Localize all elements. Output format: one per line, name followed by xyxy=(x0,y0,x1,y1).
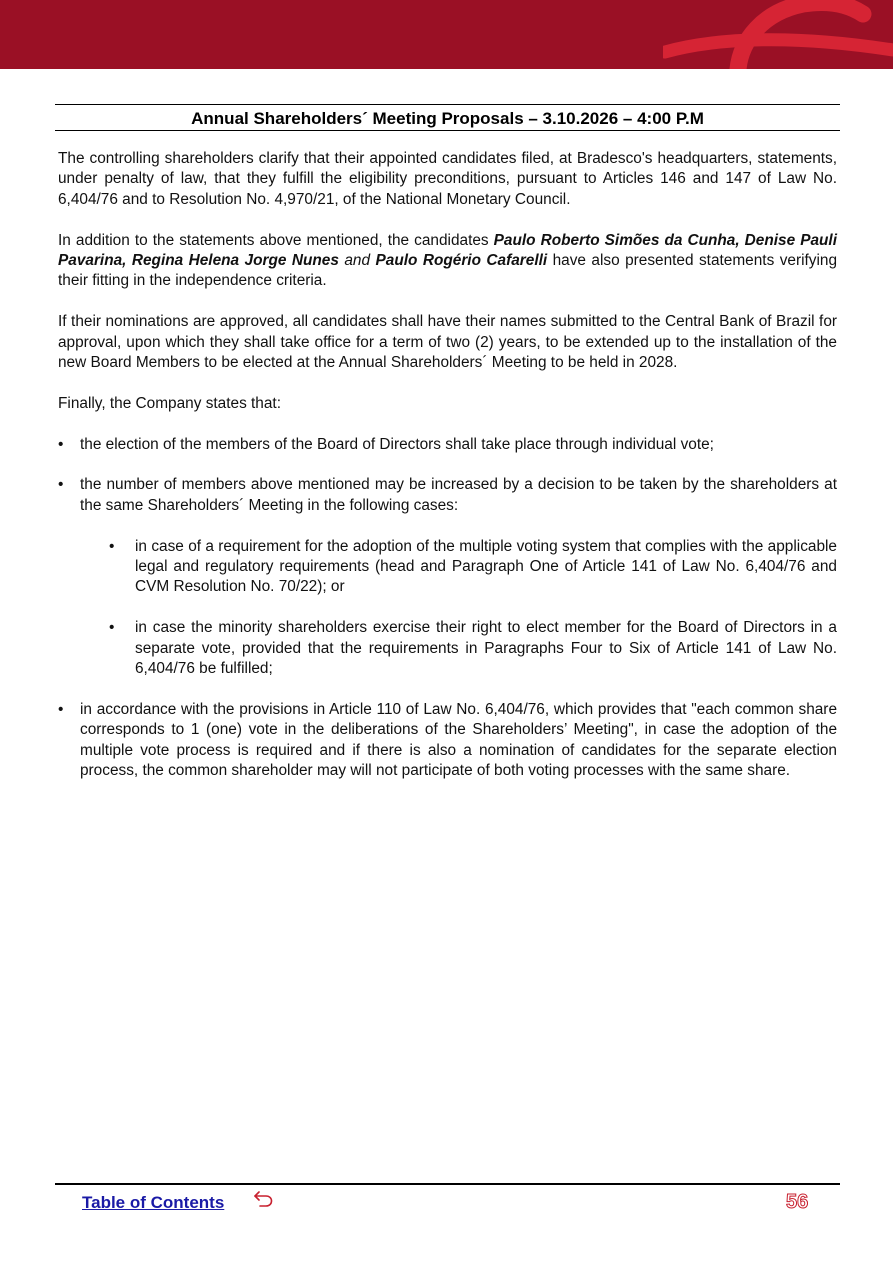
sub-list-item xyxy=(109,537,837,598)
return-arrow-icon[interactable] xyxy=(252,1189,274,1209)
document-body xyxy=(58,149,837,802)
paragraph-outro: have also presented statements verifying their fitting in the independence criteria. xyxy=(58,252,838,290)
bullet-icon: • xyxy=(109,537,115,555)
list-item xyxy=(58,700,837,782)
sub-list xyxy=(80,537,837,680)
paragraph-independence xyxy=(58,231,837,292)
candidate-names-1: Paulo Roberto Simões da Cunha, Denise Pauli Pavarina, Regina Helena Jorge Nunes xyxy=(58,231,837,270)
list-item xyxy=(58,475,837,679)
bullet-icon: • xyxy=(58,700,64,718)
list-item xyxy=(58,435,837,455)
paragraph-intro: In addition to the statements above mentioned, the candidates xyxy=(58,231,494,249)
candidate-names-2: Paulo Rogério Cafarelli xyxy=(375,252,548,270)
sub-list-item-text: in case of a requirement for the adoption of the multiple voting system that complies with the applicable legal and regulatory requirements (head and Paragraph One of Article 141 of Law No. 6,404/76 and CVM Resolution No. 70/22); or xyxy=(135,537,837,596)
conjunction-and: and xyxy=(338,252,376,270)
page-number: 56 xyxy=(786,1191,809,1213)
table-of-contents-link[interactable]: Table of Contents xyxy=(82,1193,225,1212)
footer-divider xyxy=(55,1183,840,1185)
bullet-icon: • xyxy=(58,476,64,494)
list-item-text: the election of the members of the Board of Directors shall take place through individual vote; xyxy=(80,435,714,453)
page-title: Annual Shareholders´ Meeting Proposals – 3.10.2026 – 4:00 P.M xyxy=(55,104,840,131)
bullet-icon: • xyxy=(109,619,115,637)
sub-list-item-text: in case the minority shareholders exercise their right to elect member for the Board of Directors in a separate vote, provided that the requirements in Paragraphs Four to Six of Article 141 of Law No. 6,404/76 be fulfilled; xyxy=(135,619,837,678)
bradesco-logo-icon xyxy=(663,0,893,69)
statement-list xyxy=(58,435,837,782)
sub-list-item xyxy=(109,618,837,679)
paragraph-nominations: If their nominations are approved, all candidates shall have their names submitted to the Central Bank of Brazil for approval, upon which they shall take office for a term of two (2) years, to be extended up to the installation of the new Board Members to be elected at the Annual Shareholders´ Meeting to be held in 2028. xyxy=(58,313,837,372)
bullet-icon: • xyxy=(58,435,64,453)
paragraph-eligibility: The controlling shareholders clarify that their appointed candidates filed, at Bradesco's headquarters, statements, under penalty of law, that they fulfill the eligibility preconditions, pursuant to Articles 146 and 147 of Law No. 6,404/76 and to Resolution No. 4,970/21, of the National Monetary Council. xyxy=(58,150,837,208)
paragraph-finally: Finally, the Company states that: xyxy=(58,394,281,412)
list-item-text: in accordance with the provisions in Article 110 of Law No. 6,404/76, which provides that "each common share corresponds to 1 (one) vote in the deliberations of the Shareholders’ Meeting", in case the adoption of the multiple vote process is required and if there is also a nomination of candidates for the separate election process, the common shareholder may will not participate of both voting processes with the same share. xyxy=(80,700,837,780)
list-item-text: the number of members above mentioned may be increased by a decision to be taken by the shareholders at the same Shareholders´ Meeting in the following cases: xyxy=(80,476,837,514)
top-banner xyxy=(0,0,893,69)
